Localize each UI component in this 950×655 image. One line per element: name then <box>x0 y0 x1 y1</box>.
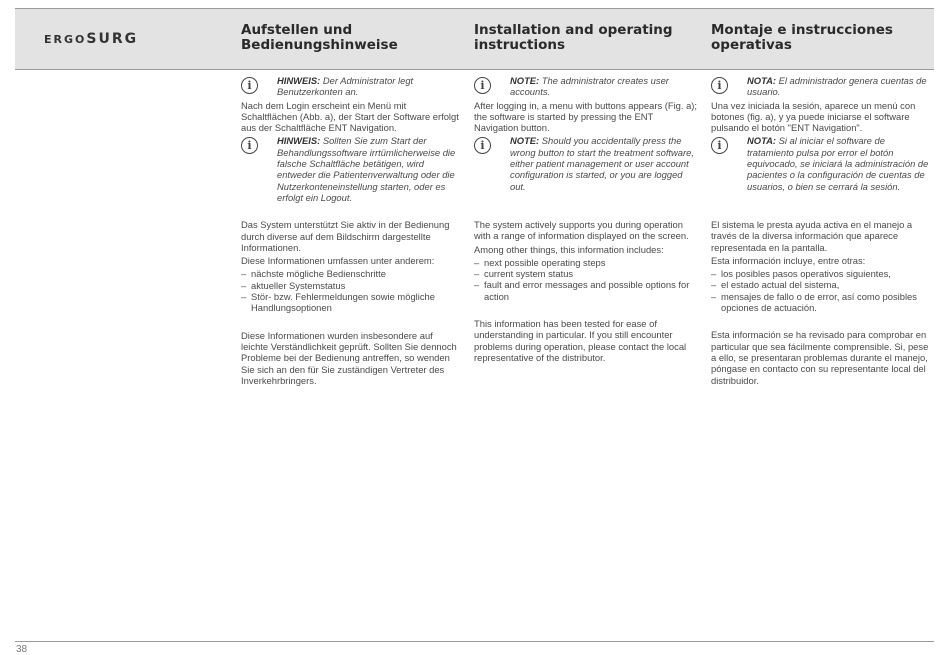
note-label: HINWEIS: <box>277 75 321 86</box>
paragraph-contact: This information has been tested for ease of understanding in particular. If you still encounter problems during operation, please contact the local representative of the distributor. <box>474 318 687 363</box>
list-item: – aktueller Systemstatus <box>241 280 459 291</box>
paragraph-contact: Esta información se ha revisado para comprobar en particular que sea fácilmente comprensible. Si, pese a ello, se presentaran problemas durante el manejo, póngase en contacto con su representante local del distribuidor. <box>711 329 929 386</box>
paragraph-support: The system actively supports you during operation with a range of information displayed on the screen. <box>474 218 689 242</box>
paragraph-login: After logging in, a menu with buttons appears (Fig. a); the software is started by pressing the ENT Navigation button. <box>474 99 698 134</box>
note-text: The administrator creates user accounts. <box>510 75 669 98</box>
list-item: – fault and error messages and possible options for action <box>474 279 698 302</box>
column-en <box>474 75 698 365</box>
list-item: – mensajes de fallo o de error, así como posibles opciones de actuación. <box>711 291 934 314</box>
note-label: NOTE: <box>510 135 540 147</box>
paragraph-support: El sistema le presta ayuda activa en el manejo a través de la diversa información que aparece representada en la pantalla. <box>711 218 913 253</box>
paragraph-login: Una vez iniciada la sesión, aparece un menú con botones (fig. a), y ya puede iniciarse el software pulsando el botón "ENT Navigation". <box>711 99 916 134</box>
note-label: NOTA: <box>747 75 776 86</box>
info-list <box>241 268 459 313</box>
logo-prefix: ERGO <box>44 33 87 46</box>
info-list <box>474 257 698 302</box>
column-de <box>241 75 459 388</box>
note-admin <box>474 75 698 98</box>
footer-divider <box>15 641 934 642</box>
list-item: – el estado actual del sistema, <box>711 279 934 290</box>
note-wrong-button <box>711 135 934 191</box>
column-heading-de: Aufstellen und Bedienungshinweise <box>241 22 398 53</box>
logo-main: SURG <box>86 31 139 47</box>
info-icon: i <box>711 137 728 154</box>
note-label: NOTA: <box>747 135 776 147</box>
page-number: 38 <box>16 644 28 655</box>
info-icon: i <box>241 77 258 94</box>
note-wrong-button <box>474 135 698 191</box>
column-heading-es: Montaje e instrucciones operativas <box>711 22 893 53</box>
note-text: El administrador genera cuentas de usuario. <box>747 75 927 98</box>
info-icon: i <box>474 77 491 94</box>
info-list <box>711 268 934 313</box>
note-text: Der Administrator legt Benutzerkonten an. <box>277 75 414 98</box>
info-icon: i <box>241 137 258 154</box>
column-heading-en: Installation and operating instructions <box>474 22 673 53</box>
note-text: Sollten Sie zum Start der Behandlungssoftware irrtümlicherweise die falsche Schaltfläche betätigen, wird entweder die Patientenverwaltung oder die Nutzerkonteneinstellung starten, oder es erfolgt ein Logout. <box>277 135 456 203</box>
note-label: NOTE: <box>510 75 540 86</box>
note-text: Should you accidentally press the wrong button to start the treatment software, either patient management or user account configuration is started, or you are logged out. <box>510 135 694 192</box>
list-item: – next possible operating steps <box>474 257 698 268</box>
info-icon: i <box>474 137 491 154</box>
note-admin <box>241 75 459 98</box>
paragraph-support: Das System unterstützt Sie aktiv in der Bedienung durch diverse auf dem Bildschirm dargestellte Informationen. <box>241 219 450 253</box>
note-text: Si al iniciar el software de tratamiento pulsa por error el botón equivocado, se iniciará la administración de pacientes o la configuración de cuentas de usuarios, o bien se cerrará la sesión. <box>747 135 929 192</box>
column-es <box>711 75 934 388</box>
info-icon: i <box>711 77 728 94</box>
list-item: – Stör- bzw. Fehlermeldungen sowie mögliche Handlungsoptionen <box>241 291 459 314</box>
paragraph-contact: Diese Informationen wurden insbesondere auf leichte Verständlichkeit geprüft. Sollten Sie dennoch Probleme bei der Bedienung antreffen, so wenden Sie sich an den für Sie zuständigen Vertreter des Inverkehrbringers. <box>241 329 457 386</box>
note-admin <box>711 75 934 98</box>
ergosurg-logo <box>44 31 138 47</box>
note-wrong-button <box>241 135 459 203</box>
list-item: – los posibles pasos operativos siguientes, <box>711 268 934 279</box>
paragraph-includes: Esta información incluye, entre otras: <box>711 254 866 266</box>
list-item: – nächste mögliche Bedienschritte <box>241 268 459 279</box>
list-item: – current system status <box>474 268 698 279</box>
paragraph-includes: Among other things, this information includes: <box>474 243 664 255</box>
paragraph-login: Nach dem Login erscheint ein Menü mit Schaltflächen (Abb. a), der Start der Software erfolgt aus der Schaltfläche ENT Navigation. <box>241 99 459 134</box>
paragraph-includes: Diese Informationen umfassen unter anderem: <box>241 255 435 267</box>
note-label: HINWEIS: <box>277 135 321 147</box>
